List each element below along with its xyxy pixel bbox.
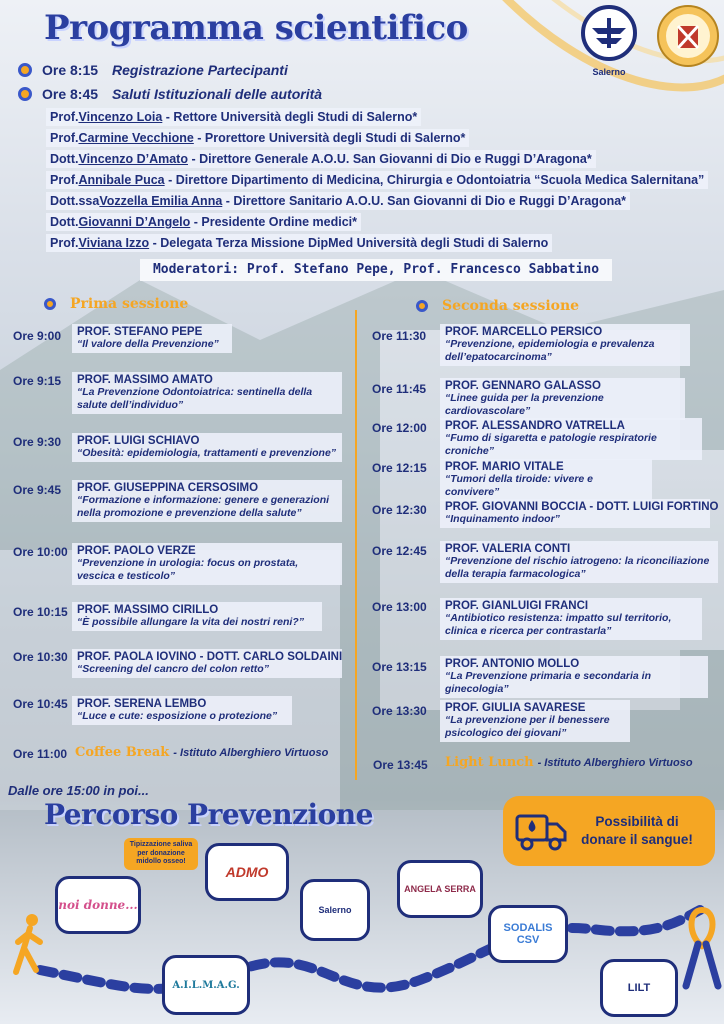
talk-speaker: PROF. PAOLA IOVINO - DOTT. CARLO SOLDAINI (77, 651, 343, 663)
talk-time: Ore 12:45 (372, 544, 427, 558)
authorities-list (46, 108, 708, 255)
talk-topic: “Prevenzione in urologia: focus on prostata, vescica e testicolo” (77, 557, 299, 582)
awareness-ribbon-icon (682, 900, 722, 990)
talk-speaker: PROF. VALERIA CONTI (445, 543, 571, 555)
salerno-logo (578, 4, 640, 82)
session1-header (44, 296, 188, 312)
talk-time: Ore 13:00 (372, 600, 427, 614)
talk-time: Ore 10:45 (13, 697, 68, 711)
opening-row-registration (18, 62, 288, 78)
talk-item (72, 480, 342, 522)
partner-bubble-noidonne (55, 876, 141, 934)
light-lunch-row (445, 755, 693, 770)
opening-time: Ore 8:45 (42, 86, 99, 102)
page-title: Programma scientifico (44, 8, 468, 48)
talk-item (72, 372, 342, 414)
authority-row: Dott.ssaVozzella Emilia Anna - Direttore Sanitario A.O.U. San Giovanni di Dio e Ruggi D’Aragona* (46, 192, 630, 210)
salerno-logo-label: Salerno (592, 67, 626, 77)
talk-speaker: PROF. MASSIMO CIRILLO (77, 604, 219, 616)
talk-topic: “La Prevenzione Odontoiatrica: sentinella della salute dell’individuo” (77, 386, 313, 411)
partner-bubble-salerno (300, 879, 370, 941)
talk-time: Ore 10:30 (13, 650, 68, 664)
talk-speaker: PROF. GIUSEPPINA CERSOSIMO (77, 482, 259, 494)
opening-row-greetings (18, 86, 322, 102)
talk-time: Ore 11:45 (372, 382, 427, 396)
session1-title: Prima sessione (70, 296, 189, 312)
talk-topic: “Fumo di sigaretta e patologie respiratorie croniche” (445, 432, 657, 457)
partner-label: noi donne... (58, 898, 138, 912)
coffee-break-row (75, 745, 328, 760)
talk-speaker: PROF. ANTONIO MOLLO (445, 658, 580, 670)
talk-speaker: PROF. GENNARO GALASSO (445, 380, 601, 392)
talk-speaker: PROF. ALESSANDRO VATRELLA (445, 420, 625, 432)
talk-item (440, 700, 630, 742)
talk-time: Ore 13:15 (372, 660, 427, 674)
blood-truck-icon (515, 810, 567, 852)
talk-time: Ore 9:00 (13, 329, 62, 343)
talk-topic: “Prevenzione del rischio iatrogeno: la riconciliazione della terapia farmacologica” (445, 555, 710, 580)
talk-item (72, 433, 342, 462)
talk-item (440, 378, 685, 420)
talk-topic: “Prevenzione, epidemiologia e prevalenza dell’epatocarcinoma” (445, 338, 655, 363)
talk-speaker: PROF. SERENA LEMBO (77, 698, 207, 710)
talk-time: Ore 10:15 (13, 605, 68, 619)
break-title: Light Lunch (445, 755, 534, 770)
bullet-icon (18, 87, 32, 101)
talk-topic: “Il valore della Prevenzione” (77, 338, 219, 350)
talk-time: Ore 11:30 (372, 329, 427, 343)
talk-speaker: PROF. STEFANO PEPE (77, 326, 203, 338)
afternoon-intro: Dalle ore 15:00 in poi... (8, 783, 149, 798)
talk-item (72, 696, 292, 725)
salerno-emblem-icon (580, 4, 638, 62)
talk-item (72, 602, 322, 631)
talk-item (440, 656, 708, 698)
bullet-icon (18, 63, 32, 77)
talk-topic: “Obesità: epidemiologia, trattamenti e prevenzione” (77, 447, 337, 459)
talk-time: Ore 9:45 (13, 483, 62, 497)
talk-item (72, 649, 342, 678)
talk-item (72, 543, 342, 585)
opening-label: Saluti Istituzionali delle autorità (112, 86, 323, 102)
talk-topic: “Formazione e informazione: genere e generazioni nella promozione e prevenzione della salute” (77, 494, 330, 519)
partner-label: ADMO (225, 864, 269, 880)
break-time: Ore 11:00 (13, 747, 68, 761)
talk-item (440, 459, 652, 501)
marrow-typing-tag: Tipizzazione saliva per donazione midollo osseo! (124, 838, 198, 870)
talk-item (440, 541, 718, 583)
talk-speaker: PROF. GIULIA SAVARESE (445, 702, 586, 714)
authority-row: Prof.Annibale Puca - Direttore Dipartimento di Medicina, Chirurgia e Odontoiatria “Scuola Medica Salernitana” (46, 171, 708, 189)
bullet-icon (44, 298, 56, 310)
sessions-divider (355, 310, 357, 780)
talk-speaker: PROF. GIOVANNI BOCCIA - DOTT. LUIGI FORTINO (445, 501, 719, 513)
talk-item (72, 324, 232, 353)
talk-time: Ore 12:30 (372, 503, 427, 517)
talk-item (440, 324, 690, 366)
break-title: Coffee Break (75, 745, 170, 760)
talk-topic: “La Prevenzione primaria e secondaria in ginecologia” (445, 670, 651, 695)
partner-label: ANGELA SERRA (404, 884, 476, 894)
talk-speaker: PROF. MARCELLO PERSICO (445, 326, 603, 338)
walking-person-icon (10, 912, 50, 976)
talk-time: Ore 12:00 (372, 421, 427, 435)
talk-topic: “La prevenzione per il benessere psicologico dei giovani” (445, 714, 610, 739)
break-place: - Istituto Alberghiero Virtuoso (537, 757, 693, 769)
talk-time: Ore 12:15 (372, 461, 427, 475)
talk-item (440, 598, 702, 640)
partner-label: A.I.L.M.A.G. (172, 979, 240, 991)
partner-bubble-angelaserra (397, 860, 483, 918)
talk-time: Ore 9:15 (13, 374, 62, 388)
blood-donation-text: Possibilità di donare il sangue! (581, 814, 693, 847)
moderators-banner: Moderatori: Prof. Stefano Pepe, Prof. Francesco Sabbatino (140, 259, 612, 281)
talk-topic: “Antibiotico resistenza: impatto sul territorio, clinica e ricerca per contrastarla” (445, 612, 672, 637)
blood-donation-callout (503, 796, 715, 866)
authority-row: Prof.Viviana Izzo - Delegata Terza Missione DipMed Università degli Studi di Salerno (46, 234, 552, 252)
talk-topic: “È possibile allungare la vita dei nostri reni?” (77, 616, 304, 628)
authority-row: Dott.Vincenzo D’Amato - Direttore Generale A.O.U. San Giovanni di Dio e Ruggi D’Aragona* (46, 150, 596, 168)
talk-time: Ore 9:30 (13, 435, 62, 449)
partner-bubble-ailmag (162, 955, 250, 1015)
break-time: Ore 13:45 (373, 758, 428, 772)
session2-header (416, 298, 579, 314)
talk-topic: “Linee guida per la prevenzione cardiovascolare” (445, 392, 604, 417)
partner-bubble-admo (205, 843, 289, 901)
opening-time: Ore 8:15 (42, 62, 99, 78)
talk-speaker: PROF. MARIO VITALE (445, 461, 564, 473)
talk-item (440, 418, 702, 460)
break-place: - Istituto Alberghiero Virtuoso (173, 747, 329, 759)
percorso-title: Percorso Prevenzione (44, 798, 373, 831)
talk-speaker: PROF. GIANLUIGI FRANCI (445, 600, 589, 612)
talk-time: Ore 13:30 (372, 704, 427, 718)
talk-time: Ore 10:00 (13, 545, 68, 559)
talk-speaker: PROF. PAOLO VERZE (77, 545, 196, 557)
partner-bubble-sodalis (488, 905, 568, 963)
talk-topic: “Luce e cute: esposizione o protezione” (77, 710, 278, 722)
talk-topic: “Tumori della tiroide: vivere e convivere” (445, 473, 594, 498)
opening-label: Registrazione Partecipanti (112, 62, 288, 78)
session2-title: Seconda sessione (442, 298, 580, 314)
partner-label: LILT (627, 982, 651, 994)
partner-bubble-lilt (600, 959, 678, 1017)
talk-speaker: PROF. LUIGI SCHIAVO (77, 435, 200, 447)
talk-topic: “Screening del cancro del colon retto” (77, 663, 269, 675)
talk-item (440, 499, 719, 528)
talk-speaker: PROF. MASSIMO AMATO (77, 374, 213, 386)
partner-label: SODALIS CSV (503, 922, 553, 946)
partner-label: Salerno (318, 905, 352, 915)
bullet-icon (416, 300, 428, 312)
authority-row: Prof.Vincenzo Loia - Rettore Università degli Studi di Salerno* (46, 108, 421, 126)
authority-row: Dott.Giovanni D’Angelo - Presidente Ordine medici* (46, 213, 361, 231)
authority-row: Prof.Carmine Vecchione - Prorettore Università degli Studi di Salerno* (46, 129, 469, 147)
talk-topic: “Inquinamento indoor” (445, 513, 560, 525)
crest-logo (656, 4, 720, 68)
